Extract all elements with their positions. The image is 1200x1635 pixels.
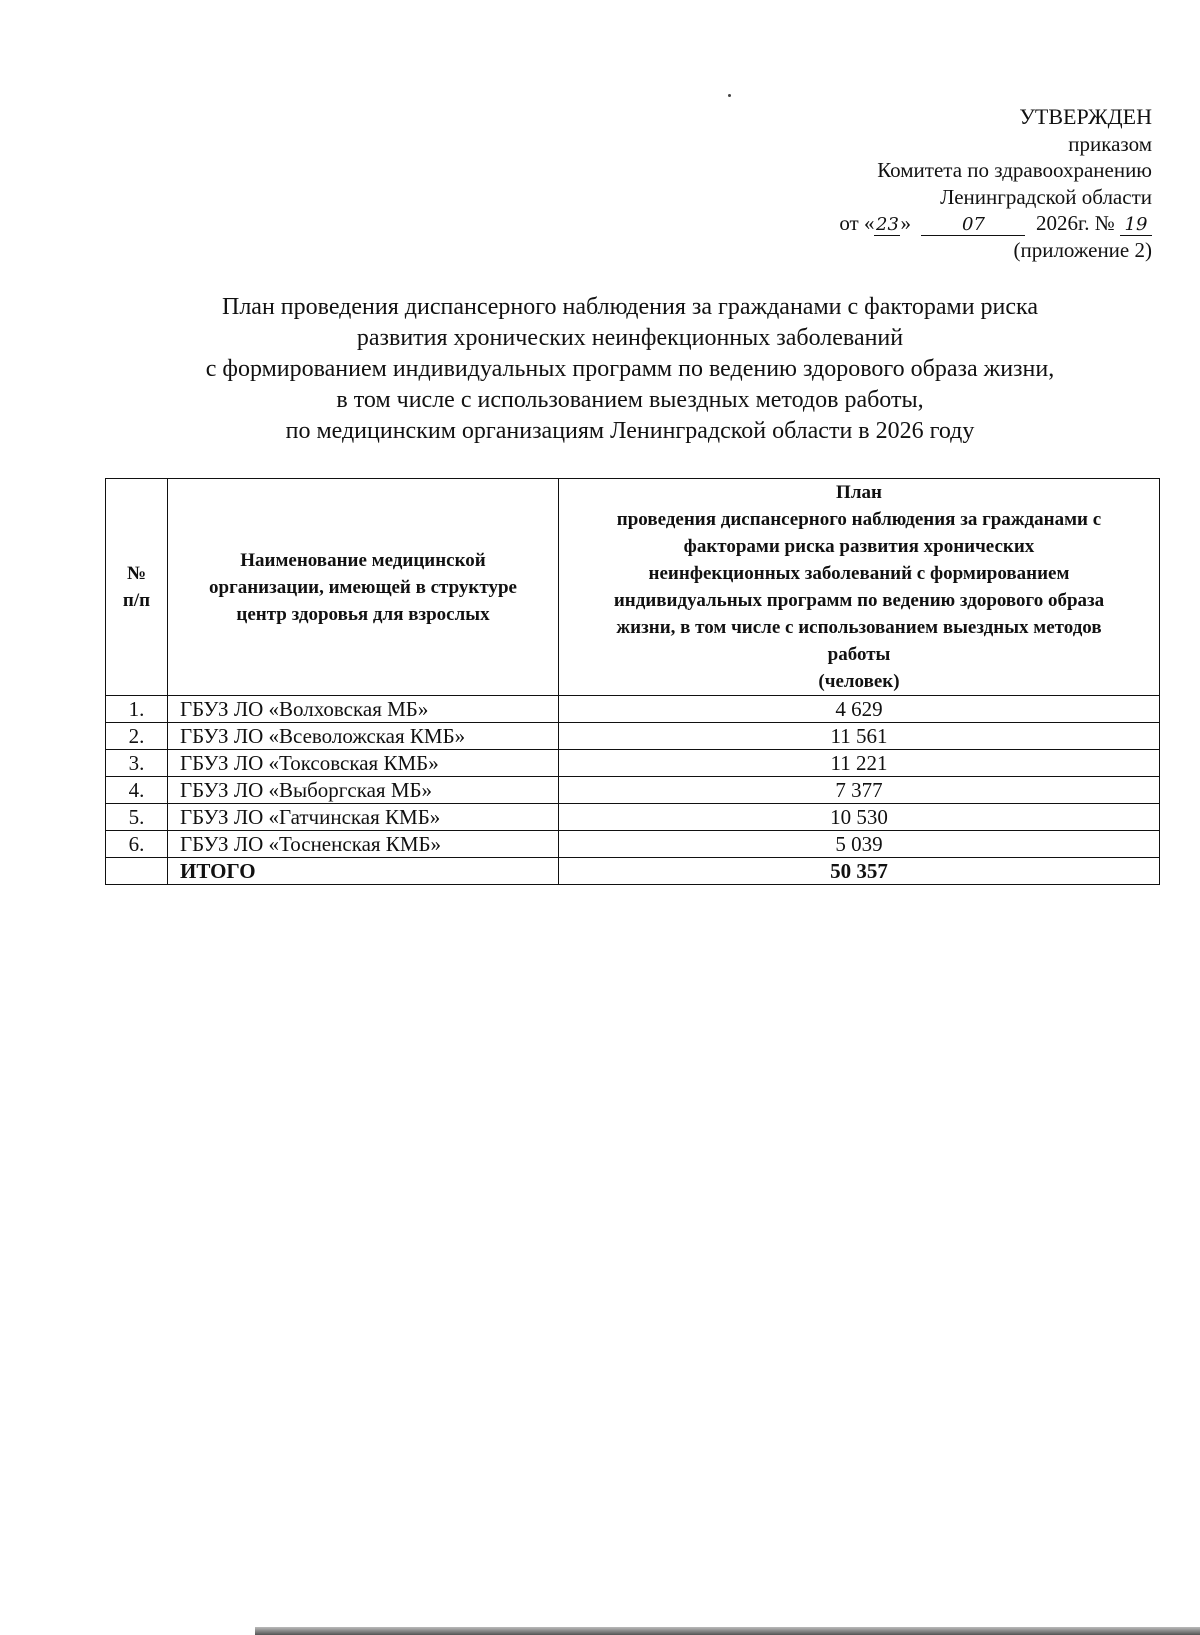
scan-bottom-edge (255, 1627, 1200, 1635)
row-organization: ГБУЗ ЛО «Волховская МБ» (168, 696, 559, 723)
plan-table (105, 478, 1160, 885)
row-value: 10 530 (559, 804, 1160, 831)
total-label: ИТОГО (168, 858, 559, 885)
total-value: 50 357 (559, 858, 1160, 885)
title-line-5: по медицинским организациям Ленинградской области в 2026 году (285, 418, 975, 444)
header-organization: Наименование медицинской организации, имеющей в структуре центр здоровья для взрослых (168, 479, 559, 696)
row-organization: ГБУЗ ЛО «Гатчинская КМБ» (168, 804, 559, 831)
row-value: 4 629 (559, 696, 1160, 723)
row-organization: ГБУЗ ЛО «Выборгская МБ» (168, 777, 559, 804)
approval-date-line (839, 210, 1152, 237)
approval-stamp-block (839, 104, 1152, 263)
approval-region-line: Ленинградской области (940, 184, 1152, 209)
header-plan-description: проведения диспансерного наблюдения за гражданами с факторами риска развития хронических неинфекционных заболеваний с формированием индивидуальных программ по ведению здорового образа жизни, в том числе с использованием выездных методов работы (613, 509, 1105, 665)
table-total-row (106, 858, 1160, 885)
title-line-1: План проведения диспансерного наблюдения за гражданами с факторами риска (222, 294, 1038, 320)
table-header-row (106, 479, 1160, 696)
header-number-sign: № (126, 563, 147, 584)
table-row (106, 831, 1160, 858)
title-line-2: развития хронических неинфекционных заболеваний (356, 325, 904, 351)
row-value: 7 377 (559, 777, 1160, 804)
date-month: 07 (921, 215, 1025, 236)
header-plan (559, 479, 1160, 696)
row-organization: ГБУЗ ЛО «Всеволожская КМБ» (168, 723, 559, 750)
document-title (60, 292, 1200, 447)
title-line-4: в том числе с использованием выездных методов работы, (336, 387, 924, 413)
table-row (106, 777, 1160, 804)
row-number: 2. (106, 723, 168, 750)
row-value: 11 221 (559, 750, 1160, 777)
row-number: 5. (106, 804, 168, 831)
row-value: 11 561 (559, 723, 1160, 750)
date-quote-close: » (900, 211, 911, 235)
total-number-cell (106, 858, 168, 885)
date-prefix: от « (839, 211, 875, 235)
table-row (106, 723, 1160, 750)
row-number: 6. (106, 831, 168, 858)
scan-speck (728, 94, 731, 97)
approval-order-line: приказом (1068, 131, 1152, 156)
order-number: 19 (1120, 215, 1152, 236)
row-number: 1. (106, 696, 168, 723)
row-organization: ГБУЗ ЛО «Токсовская КМБ» (168, 750, 559, 777)
approval-appendix-line: (приложение 2) (1013, 237, 1152, 262)
row-value: 5 039 (559, 831, 1160, 858)
title-line-3: с формированием индивидуальных программ по ведению здорового образа жизни, (205, 356, 1055, 382)
header-plan-title: План (836, 482, 882, 503)
approval-heading: УТВЕРЖДЕН (1019, 104, 1152, 129)
row-number: 3. (106, 750, 168, 777)
table-row (106, 804, 1160, 831)
approval-committee-line: Комитета по здравоохранению (877, 158, 1152, 182)
table-row (106, 696, 1160, 723)
row-number: 4. (106, 777, 168, 804)
date-day: 23 (876, 214, 899, 235)
header-number (106, 479, 168, 696)
header-number-pp: п/п (122, 590, 151, 611)
date-year-number-label: 2026г. № (1035, 211, 1115, 235)
header-plan-unit: (человек) (818, 671, 900, 692)
row-organization: ГБУЗ ЛО «Тосненская КМБ» (168, 831, 559, 858)
table-row (106, 750, 1160, 777)
